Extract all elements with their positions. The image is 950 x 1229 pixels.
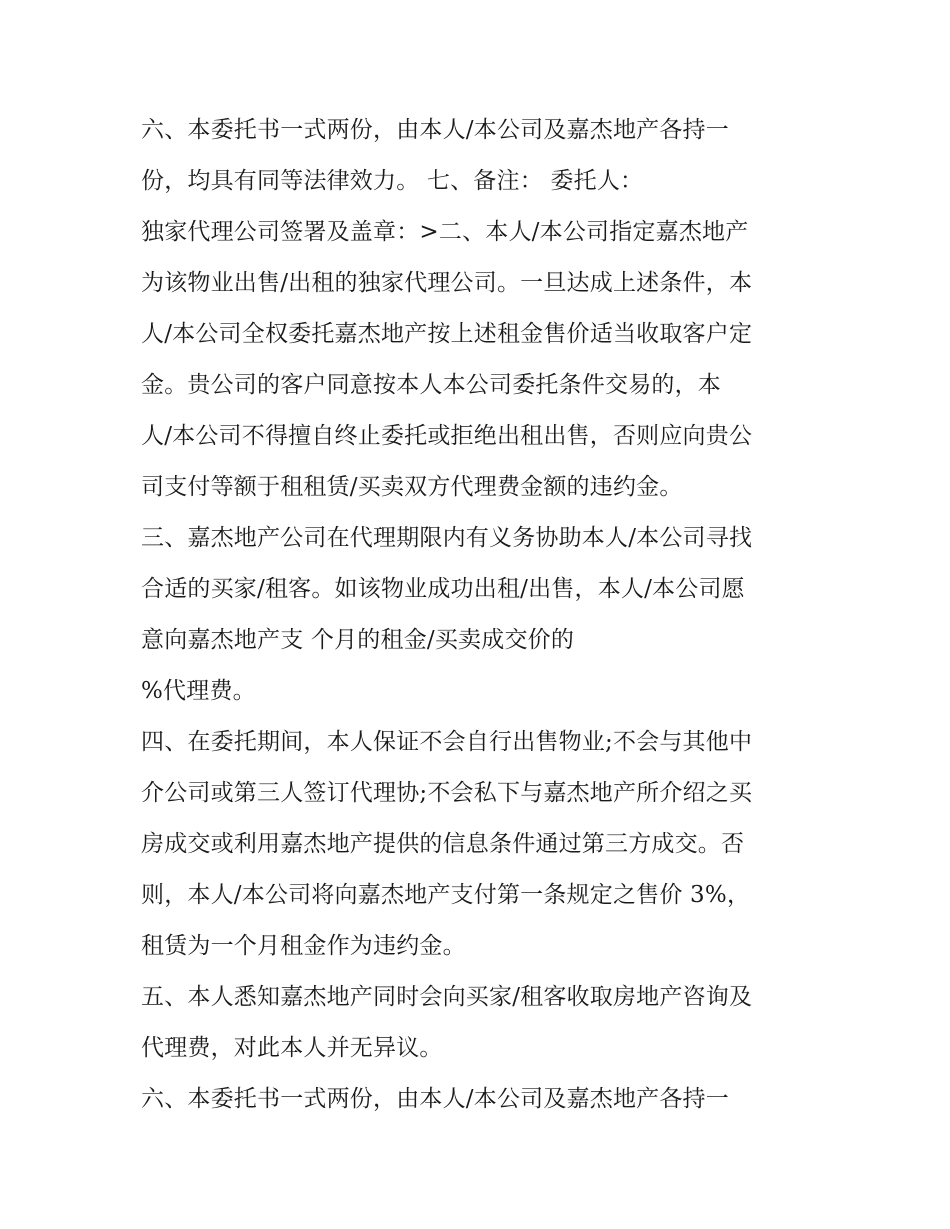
text-line: 份，均具有同等法律效力。 七、备注： 委托人： [141, 168, 644, 194]
text-line: 金。贵公司的客户同意按本人本公司委托条件交易的，本 [141, 372, 721, 398]
document-body [141, 111, 816, 1131]
text-line: 三、嘉杰地产公司在代理期限内有义务协助本人/本公司寻找 [141, 525, 753, 551]
text-line: 四、在委托期间，本人保证不会自行出售物业;不会与其他中 [141, 729, 753, 755]
text-line: 意向嘉杰地产支 个月的租金/买卖成交价的 [141, 627, 575, 653]
text-line: 房成交或利用嘉杰地产提供的信息条件通过第三方成交。否 [141, 831, 745, 857]
text-line: 代理费，对此本人并无异议。 [141, 1035, 443, 1061]
text-line: %代理费。 [141, 678, 256, 704]
text-line: 人/本公司全权委托嘉杰地产按上述租金售价适当收取客户定 [141, 321, 753, 347]
text-line: 则，本人/本公司将向嘉杰地产支付第一条规定之售价 3%， [141, 882, 751, 908]
text-line: 六、本委托书一式两份，由本人/本公司及嘉杰地产各持一 [141, 1086, 729, 1112]
text-line: 为该物业出售/出租的独家代理公司。一旦达成上述条件，本 [141, 270, 753, 296]
text-line: 独家代理公司签署及盖章：>二、本人/本公司指定嘉杰地产 [141, 219, 749, 245]
text-line: 六、本委托书一式两份，由本人/本公司及嘉杰地产各持一 [141, 117, 729, 143]
text-line: 五、本人悉知嘉杰地产同时会向买家/租客收取房地产咨询及 [141, 984, 753, 1010]
text-line: 人/本公司不得擅自终止委托或拒绝出租出售，否则应向贵公 [141, 423, 753, 449]
text-line: 司支付等额于租租赁/买卖双方代理费金额的违约金。 [141, 474, 683, 500]
text-line: 介公司或第三人签订代理协;不会私下与嘉杰地产所介绍之买 [141, 780, 753, 806]
text-line: 租赁为一个月租金作为违约金。 [141, 933, 466, 959]
text-line: 合适的买家/租客。如该物业成功出租/出售，本人/本公司愿 [141, 576, 745, 602]
